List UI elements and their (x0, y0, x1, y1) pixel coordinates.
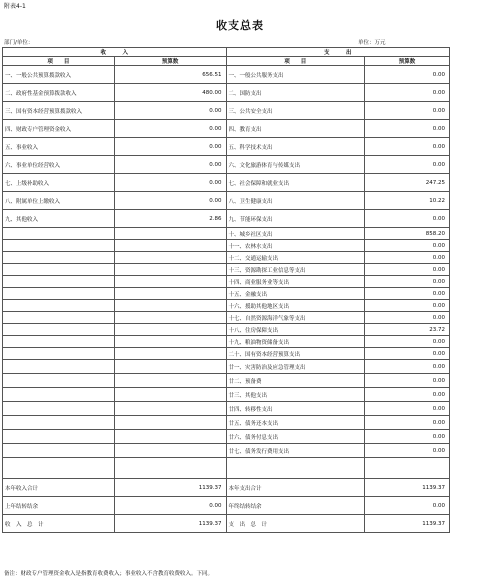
table-row (3, 388, 450, 402)
table-row (3, 276, 450, 288)
table-row (3, 348, 450, 360)
in-amt-cell (114, 228, 226, 240)
table-row (3, 102, 450, 120)
out-item-cell: 三、公共安全支出 (226, 102, 365, 120)
in-amt-cell: 480.00 (114, 84, 226, 102)
in-item-cell (3, 252, 115, 264)
in-amt-cell: 0.00 (114, 497, 226, 515)
out-item-cell: 十八、住房保障支出 (226, 324, 365, 336)
in-item-cell (3, 240, 115, 252)
table-row (3, 252, 450, 264)
out-item-cell: 十四、商业服务业等支出 (226, 276, 365, 288)
table-row (3, 84, 450, 102)
out-item-cell: 年终结转结余 (226, 497, 365, 515)
empty-cell (3, 458, 115, 479)
table-row (3, 264, 450, 276)
out-amt-cell: 0.00 (365, 300, 450, 312)
table-row (3, 324, 450, 336)
out-item-cell: 十五、金融支出 (226, 288, 365, 300)
in-item-cell (3, 288, 115, 300)
out-item-cell: 十二、交通运输支出 (226, 252, 365, 264)
table-row (3, 228, 450, 240)
expense-header: 支 出 (226, 48, 450, 57)
out-item-cell: 四、教育支出 (226, 120, 365, 138)
table-row (3, 210, 450, 228)
in-item-cell (3, 336, 115, 348)
income-item-header: 项 目 (3, 57, 115, 66)
out-item-cell: 十一、农林水支出 (226, 240, 365, 252)
table-row (3, 312, 450, 324)
in-item-cell (3, 416, 115, 430)
out-item-cell: 本年支出合计 (226, 479, 365, 497)
in-amt-cell (114, 416, 226, 430)
out-amt-cell: 23.72 (365, 324, 450, 336)
out-amt-cell: 0.00 (365, 497, 450, 515)
table-row (3, 120, 450, 138)
out-amt-cell: 0.00 (365, 348, 450, 360)
out-item-cell: 二十、国有资本经营预算支出 (226, 348, 365, 360)
out-amt-cell: 0.00 (365, 416, 450, 430)
out-item-cell: 十、城乡社区支出 (226, 228, 365, 240)
in-amt-cell: 0.00 (114, 174, 226, 192)
out-item-cell: 五、科学技术支出 (226, 138, 365, 156)
in-item-cell (3, 324, 115, 336)
out-item-cell: 十七、自然资源海洋气象等支出 (226, 312, 365, 324)
table-row (3, 430, 450, 444)
expense-item-header: 项 目 (226, 57, 365, 66)
out-amt-cell: 247.25 (365, 174, 450, 192)
out-amt-cell: 1139.37 (365, 479, 450, 497)
in-item-cell (3, 402, 115, 416)
in-amt-cell (114, 276, 226, 288)
in-amt-cell (114, 312, 226, 324)
department-label: 部门/单位： (4, 40, 34, 46)
out-item-cell: 十六、援助其他地区支出 (226, 300, 365, 312)
in-amt-cell: 0.00 (114, 192, 226, 210)
out-item-cell: 廿五、债务还本支出 (226, 416, 365, 430)
out-item-cell: 廿一、灾害防治及应急管理支出 (226, 360, 365, 374)
in-amt-cell (114, 252, 226, 264)
in-amt-cell (114, 264, 226, 276)
out-item-cell: 廿四、转移性支出 (226, 402, 365, 416)
in-amt-cell (114, 348, 226, 360)
page-title: 收支总表 (216, 19, 264, 32)
in-item-cell (3, 312, 115, 324)
out-item-cell: 九、节能环保支出 (226, 210, 365, 228)
in-item-cell (3, 228, 115, 240)
in-item-cell (3, 374, 115, 388)
in-item-cell (3, 276, 115, 288)
in-item-cell (3, 300, 115, 312)
out-amt-cell: 0.00 (365, 138, 450, 156)
out-amt-cell: 0.00 (365, 388, 450, 402)
out-amt-cell: 0.00 (365, 288, 450, 300)
spacer-row (3, 458, 450, 479)
empty-cell (114, 458, 226, 479)
in-item-cell: 四、财政专户管理资金收入 (3, 120, 115, 138)
attachment-label: 附表4-1 (4, 3, 26, 10)
in-amt-cell (114, 324, 226, 336)
totals-row (3, 479, 450, 497)
out-item-cell: 廿七、债务发行费用支出 (226, 444, 365, 458)
out-item-cell: 廿六、债务付息支出 (226, 430, 365, 444)
in-amt-cell: 0.00 (114, 138, 226, 156)
out-amt-cell: 0.00 (365, 360, 450, 374)
out-amt-cell: 0.00 (365, 66, 450, 84)
table-row (3, 288, 450, 300)
out-amt-cell: 0.00 (365, 402, 450, 416)
income-header: 收 入 (3, 48, 227, 57)
in-amt-cell: 0.00 (114, 120, 226, 138)
section-header-row (3, 48, 450, 57)
table-row (3, 416, 450, 430)
out-amt-cell: 0.00 (365, 120, 450, 138)
in-item-cell: 本年收入合计 (3, 479, 115, 497)
in-amt-cell: 0.00 (114, 102, 226, 120)
in-amt-cell (114, 388, 226, 402)
out-amt-cell: 0.00 (365, 336, 450, 348)
table-row (3, 192, 450, 210)
column-header-row (3, 57, 450, 66)
out-item-cell: 六、文化旅游体育与传媒支出 (226, 156, 365, 174)
in-amt-cell (114, 240, 226, 252)
in-item-cell (3, 388, 115, 402)
in-amt-cell (114, 430, 226, 444)
in-item-cell (3, 444, 115, 458)
out-amt-cell: 858.20 (365, 228, 450, 240)
in-amt-cell: 0.00 (114, 156, 226, 174)
in-amt-cell (114, 288, 226, 300)
income-budget-header: 预算数 (114, 57, 226, 66)
table-row (3, 300, 450, 312)
out-item-cell: 廿三、其他支出 (226, 388, 365, 402)
in-item-cell: 九、其他收入 (3, 210, 115, 228)
in-item-cell: 收 入 总 计 (3, 515, 115, 533)
unit-label: 单位：万元 (358, 40, 386, 46)
in-amt-cell (114, 300, 226, 312)
out-amt-cell: 0.00 (365, 276, 450, 288)
in-item-cell: 二、政府性基金预算拨款收入 (3, 84, 115, 102)
in-amt-cell: 1139.37 (114, 479, 226, 497)
table-row (3, 240, 450, 252)
in-amt-cell (114, 336, 226, 348)
empty-cell (226, 458, 365, 479)
in-item-cell (3, 264, 115, 276)
out-amt-cell: 0.00 (365, 264, 450, 276)
table-row (3, 444, 450, 458)
out-amt-cell: 0.00 (365, 102, 450, 120)
out-amt-cell: 0.00 (365, 156, 450, 174)
in-item-cell (3, 430, 115, 444)
expense-budget-header: 预算数 (365, 57, 450, 66)
totals-row (3, 497, 450, 515)
table-row (3, 336, 450, 348)
table-row (3, 174, 450, 192)
out-item-cell: 二、国防支出 (226, 84, 365, 102)
table-row (3, 402, 450, 416)
in-amt-cell (114, 374, 226, 388)
out-item-cell: 七、社会保障和就业支出 (226, 174, 365, 192)
budget-summary-table (2, 47, 450, 533)
in-item-cell: 三、国有资本经营预算拨款收入 (3, 102, 115, 120)
out-amt-cell: 10.22 (365, 192, 450, 210)
out-item-cell: 八、卫生健康支出 (226, 192, 365, 210)
in-amt-cell: 1139.37 (114, 515, 226, 533)
out-amt-cell: 0.00 (365, 240, 450, 252)
in-item-cell: 上年结转结余 (3, 497, 115, 515)
out-amt-cell: 0.00 (365, 430, 450, 444)
table-row (3, 156, 450, 174)
out-amt-cell: 0.00 (365, 312, 450, 324)
in-item-cell (3, 348, 115, 360)
in-amt-cell: 2.86 (114, 210, 226, 228)
in-item-cell: 八、附属单位上缴收入 (3, 192, 115, 210)
out-amt-cell: 0.00 (365, 252, 450, 264)
in-item-cell (3, 360, 115, 374)
table-row (3, 374, 450, 388)
in-item-cell: 六、事业单位经营收入 (3, 156, 115, 174)
in-amt-cell (114, 360, 226, 374)
out-item-cell: 一、一般公共服务支出 (226, 66, 365, 84)
out-item-cell: 十九、粮油物资储备支出 (226, 336, 365, 348)
out-item-cell: 十三、资源勘探工业信息等支出 (226, 264, 365, 276)
out-amt-cell: 0.00 (365, 444, 450, 458)
table-row (3, 360, 450, 374)
table-row (3, 66, 450, 84)
in-amt-cell (114, 402, 226, 416)
in-amt-cell (114, 444, 226, 458)
out-item-cell: 廿二、预备费 (226, 374, 365, 388)
out-amt-cell: 1139.37 (365, 515, 450, 533)
in-item-cell: 七、上级补助收入 (3, 174, 115, 192)
out-amt-cell: 0.00 (365, 374, 450, 388)
in-item-cell: 五、事业收入 (3, 138, 115, 156)
out-item-cell: 支 出 总 计 (226, 515, 365, 533)
out-amt-cell: 0.00 (365, 84, 450, 102)
totals-row (3, 515, 450, 533)
in-amt-cell: 656.51 (114, 66, 226, 84)
in-item-cell: 一、一般公共预算拨款收入 (3, 66, 115, 84)
empty-cell (365, 458, 450, 479)
table-row (3, 138, 450, 156)
out-amt-cell: 0.00 (365, 210, 450, 228)
footnote: 备注：财政专户管理资金收入是指教育收费收入；事业收入不含教育收费收入。下同。 (4, 571, 214, 577)
